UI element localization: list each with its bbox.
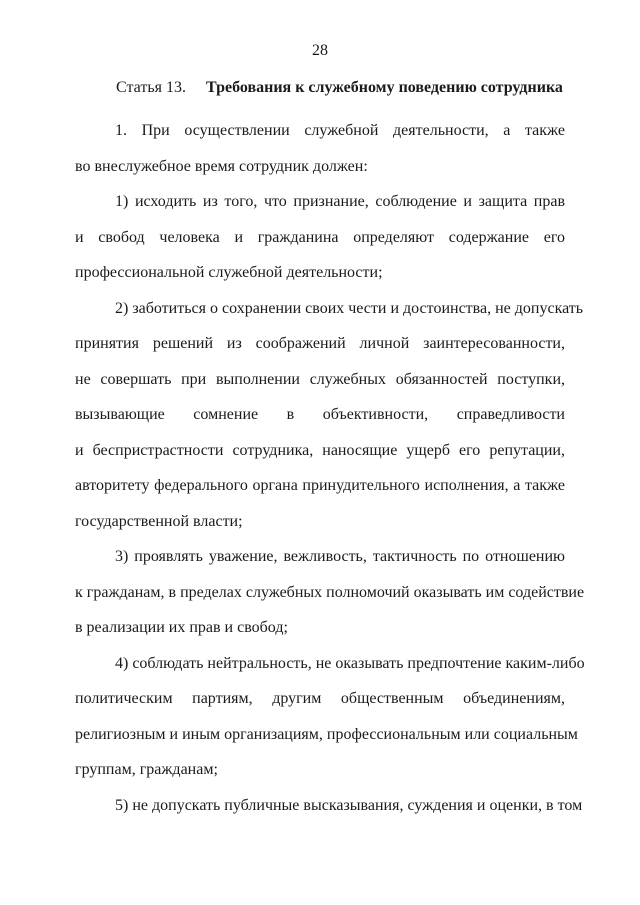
paragraph-line: 5) не допускать публичные высказывания, суждения и оценки, в том bbox=[115, 796, 583, 814]
paragraph-line: профессиональной служебной деятельности; bbox=[75, 264, 383, 281]
paragraph bbox=[75, 113, 565, 184]
paragraph bbox=[75, 291, 584, 540]
article-paragraphs bbox=[75, 113, 585, 823]
paragraph-line: 2) заботиться о сохранении своих чести и достоинства, не допускать bbox=[115, 299, 584, 317]
article-title: Требования к служебному поведению сотрудника bbox=[206, 79, 563, 96]
paragraph-line: авторитету федерального органа принудительного исполнения, а также bbox=[75, 477, 565, 494]
paragraph-line: во внеслужебное время сотрудник должен: bbox=[75, 157, 368, 175]
paragraph-line: и свобод человека и гражданина определяют содержание его bbox=[75, 228, 565, 246]
paragraph-line: группам, гражданам; bbox=[75, 761, 218, 778]
paragraph-line: 4) соблюдать нейтральность, не оказывать предпочтение каким-либо bbox=[115, 654, 585, 672]
paragraph bbox=[75, 539, 585, 646]
paragraph-line: 1) исходить из того, что признание, соблюдение и защита прав bbox=[115, 193, 565, 210]
article-number: Статья 13. bbox=[116, 79, 186, 96]
paragraph-line: вызывающие сомнение в объективности, справедливости bbox=[75, 406, 565, 423]
paragraph-line: 1. При осуществлении служебной деятельности, а также bbox=[115, 122, 565, 139]
document-body bbox=[75, 77, 585, 823]
paragraph bbox=[75, 646, 585, 788]
paragraph-line: религиозным и иным организациям, профессиональным или социальным bbox=[75, 725, 578, 743]
paragraph-line: государственной власти; bbox=[75, 512, 243, 530]
paragraph-line: и беспристрастности сотрудника, наносящие ущерб его репутации, bbox=[75, 441, 565, 459]
paragraph bbox=[75, 788, 583, 824]
article-heading bbox=[75, 77, 565, 99]
paragraph-line: к гражданам, в пределах служебных полномочий оказывать им содействие bbox=[75, 583, 585, 601]
paragraph bbox=[75, 184, 565, 291]
paragraph-line: 3) проявлять уважение, вежливость, тактичность по отношению bbox=[115, 548, 565, 565]
page-number: 28 bbox=[312, 42, 328, 59]
paragraph-line: политическим партиям, другим общественным объединениям, bbox=[75, 690, 565, 707]
paragraph-line: принятия решений из соображений личной заинтересованности, bbox=[75, 335, 565, 352]
paragraph-line: не совершать при выполнении служебных обязанностей поступки, bbox=[75, 370, 565, 388]
paragraph-line: в реализации их прав и свобод; bbox=[75, 619, 288, 636]
